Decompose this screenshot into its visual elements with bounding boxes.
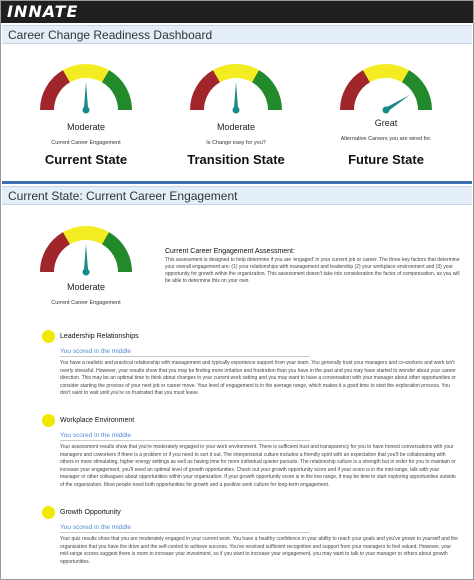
section-divider (2, 181, 472, 184)
yellow-dot-icon (42, 330, 55, 343)
gauge-green-band (252, 70, 282, 110)
category-divider (60, 440, 310, 441)
category-score: You scored in the middle (60, 348, 131, 355)
gauge-yellow-band (63, 64, 109, 82)
category-score: You scored in the middle (60, 524, 131, 531)
gauge-hub (83, 269, 90, 276)
yellow-dot-icon (42, 506, 55, 519)
yellow-dot-icon (42, 414, 55, 427)
gauge-hub (383, 107, 390, 114)
category-text: Your assessment results show that you're moderately engaged in your work environment. There is sufficient trust and transparency for you to have honest conversations with your managers and coworkers if there is a problem or if you need to sort it out. The interpersonal culture includes a friendly spirit with an expectation that you'll be collaborating with others in more stimulating, higher energy settings as well as having time for more individual quieter pursuits. The relationship culture is a strength but in order for you to maintain or increase your engagement, you'll need an optimal level of growth opportunities. Check out your growth opportunity score and if your score is in the mid-range, talk with your manager or other colleagues about opportunities within your organization. If your growth opportunity score is in the low range, it may be time to start exploring opportunities outside of the organization. Most people need both opportunities for growth and a positive work culture for long-term engagement. (60, 444, 456, 488)
top-bar (1, 1, 473, 23)
gauge-yellow-band (63, 226, 109, 244)
gauge-status: Great (374, 118, 398, 128)
gauge-question: Current Career Engagement (51, 140, 121, 146)
current-state-header (2, 186, 472, 205)
gauge-red-band (40, 70, 70, 110)
gauge-red-band (340, 70, 370, 110)
category-divider (60, 532, 310, 533)
category-title: Workplace Environment (60, 417, 135, 424)
gauge-dial (338, 54, 434, 116)
gauge-green-band (102, 232, 132, 272)
gauge-title: Future State (348, 152, 424, 167)
category-text: You have a realistic and practical relationship with management and typically experience support from your team. You generally trust your managers and co-workers and work isn't overly stressful. However, your results show that you may be finding more irritation and frustration than you have in the past and you may have started to wonder about your career direction. This may be an optimal time to think about changes in your current work setting and you may want to have a conversation with your manager about other opportunities or consider starting the process of your next job or career move. Your level of engagement is in the average range, which makes it a good time to start the exploration process. You don't want to wait until you're so frustrated that you must leave. (60, 360, 456, 397)
gauge-hub (83, 107, 90, 114)
gauge-status: Moderate (66, 282, 106, 292)
gauge-yellow-band (363, 64, 409, 82)
gauge-green-band (402, 70, 432, 110)
gauge-current-state (38, 54, 134, 116)
gauge-needle (84, 82, 88, 110)
category-text: Your quiz results show that you are moderately engaged in your current work. You have a healthy confidence in your ability to reach your goals and you've grown to yourself and the organization that you have the drive and the self-control to achieve success. You've received sufficient recognition and support from your managers to feel valued. However, your mid-range scores suggest there is room to increase your investment, so if you want to increase your engagement, you may want to talk to your manager or others about growth opportunities. (60, 536, 458, 565)
gauge-needle (234, 82, 238, 110)
gauge-green-band (102, 70, 132, 110)
gauge-question: Current Career Engagement (51, 300, 121, 306)
gauge-current-engagement (38, 216, 134, 278)
gauge-needle (84, 244, 88, 272)
gauge-title: Current State (44, 152, 128, 167)
gauge-title: Transition State (187, 152, 285, 167)
gauge-dial (38, 216, 134, 278)
gauge-status: Moderate (66, 122, 106, 132)
gauge-red-band (40, 232, 70, 272)
gauge-question: Alternative Careers you are wired for. (340, 136, 432, 142)
gauge-question: Is Change easy for you? (206, 140, 266, 146)
assessment-text: This assessment is designed to help determine if you are 'engaged' in your current job or career. The three key factors that determine your overall engagement are: (1) your relationships with management and leadership (2) your workplace environment and (3) your opportunity for growth within the organization. This assessment doesn't take into consideration the factor of compensation, as you will be able to determine this on your own. (165, 257, 460, 284)
category-title: Leadership Relationships (60, 333, 139, 340)
category-title: Growth Opportunity (60, 509, 121, 516)
category-divider (60, 356, 310, 357)
gauge-red-band (190, 70, 220, 110)
gauge-dial (38, 54, 134, 116)
gauge-future-state (338, 54, 434, 116)
gauge-dial (188, 54, 284, 116)
category-score: You scored in the middle (60, 432, 131, 439)
gauge-yellow-band (213, 64, 259, 82)
dashboard-header (2, 25, 472, 44)
gauge-hub (233, 107, 240, 114)
assessment-title: Current Career Engagement Assessment: (165, 248, 295, 255)
gauge-status: Moderate (216, 122, 256, 132)
innate-logo: INNATE (7, 2, 79, 21)
gauge-transition-state (188, 54, 284, 116)
current-state-title: Current State: Current Career Engagement (8, 189, 238, 203)
dashboard-title: Career Change Readiness Dashboard (8, 28, 213, 42)
